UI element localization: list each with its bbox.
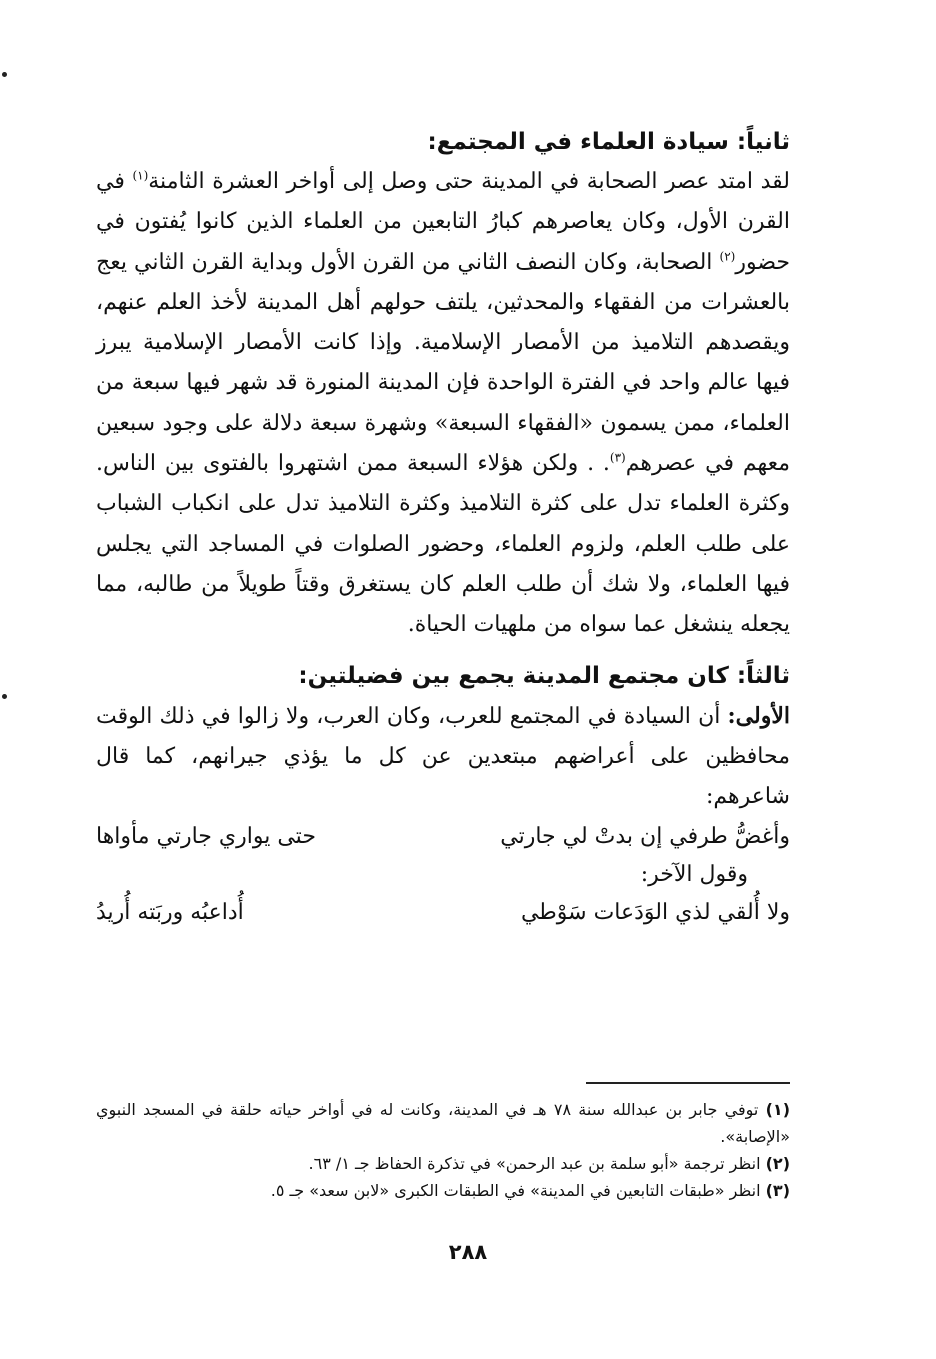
scan-mark-middle — [2, 694, 7, 699]
footnote-ref-2[interactable]: (٢) — [719, 249, 736, 264]
page-number: ٢٨٨ — [448, 1240, 488, 1264]
footnote-number: (٢) — [765, 1154, 790, 1173]
footnote-ref-1[interactable]: (١) — [132, 168, 149, 183]
verse-1-second-hemistich: حتى يواري جارتي مأواها — [96, 824, 316, 850]
first-virtue-paragraph — [96, 696, 790, 818]
verse-2-second-hemistich: أُداعبُه وربَته أُريدُ — [96, 900, 244, 926]
paragraph-text-d: . . ولكن هؤلاء السبعة ممن اشتهروا بالفتوى بين الناس. وكثرة العلماء تدل على كثرة التلاميذ وكثرة التلاميذ تدل على انكباب الشباب على طلب العلم، ولزوم العلماء، وحضور الصلوات في المساجد التي يجلس فيها العلماء، ولا شك أن طلب العلم كان يستغرق وقتاً طويلاً من طالبه، مما يجعله ينشغل عما سواه من ملهيات الحياة. — [96, 451, 790, 638]
section-2-paragraph — [96, 162, 790, 646]
footnote-text: انظر «طبقات التابعين في المدينة» في الطبقات الكبرى «لابن سعد» جـ ٥. — [270, 1181, 761, 1200]
footnote-number: (١) — [765, 1100, 790, 1119]
footnote-3 — [96, 1177, 790, 1204]
verse-2-first-hemistich: ولا أُلقي لذي الوَدَعات سَوْطي — [520, 900, 790, 926]
page-body — [96, 122, 790, 933]
footnotes — [96, 1096, 790, 1204]
paragraph-text-a: لقد امتد عصر الصحابة في المدينة حتى وصل إلى أواخر العشرة الثامنة — [148, 169, 790, 194]
poem-verse-2 — [96, 893, 790, 933]
footnote-2 — [96, 1150, 790, 1177]
verse-1-first-hemistich: وأغضُّ طرفي إن بدتْ لي جارتي — [500, 824, 790, 850]
footnote-1 — [96, 1096, 790, 1150]
section-heading-2: ثانياً: سيادة العلماء في المجتمع: — [427, 129, 790, 155]
footnote-separator — [586, 1082, 790, 1084]
poem-verse-1 — [96, 817, 790, 857]
footnote-text: انظر ترجمة «أبو سلمة بن عبد الرحمن» في تذكرة الحفاظ جـ ١/ ٦٣. — [308, 1154, 761, 1173]
paragraph-text-c: الصحابة، وكان النصف الثاني من القرن الأول وبداية القرن الثاني يعج بالعشرات من الفقهاء والمحدثين، يلتف حولهم أهل المدينة لأخذ العلم عنهم، ويقصدهم التلاميذ من الأمصار الإسلامية. وإذا كانت الأمصار الإسلامية يبرز فيها عالم واحد في الفترة الواحدة فإن المدينة المنورة قد شهر فيها سبعة من العلماء، ممن يسمون «الفقهاء السبعة» وشهرة سبعة دلالة على وجود سبعين معهم في عصرهم — [96, 249, 791, 477]
paragraph-text-b: في القرن الأول، وكان يعاصرهم كبارُ التابعين من العلماء الذين كانوا يُفتون في حضور — [96, 169, 790, 275]
scan-mark-top — [2, 72, 7, 77]
first-virtue-text: أن السيادة في المجتمع للعرب، وكان العرب، ولا زالوا في ذلك الوقت محافظين على أعراضهم مبتعدين عن كل ما يؤذي جيرانهم، كما قال شاعرهم: — [96, 703, 790, 810]
section-heading-3: ثالثاً: كان مجتمع المدينة يجمع بين فضيلتين: — [298, 662, 790, 689]
other-poet-intro: وقول الآخر: — [640, 862, 748, 888]
footnote-text: توفي جابر بن عبدالله سنة ٧٨ هـ في المدينة، وكانت له في أواخر حياته حلقة في المسجد النبوي «الإصابة». — [96, 1100, 790, 1146]
first-virtue-label: الأولى: — [727, 702, 790, 729]
footnote-ref-3[interactable]: (٣) — [609, 450, 626, 465]
section-gap — [96, 646, 790, 656]
footnote-number: (٣) — [765, 1181, 790, 1200]
